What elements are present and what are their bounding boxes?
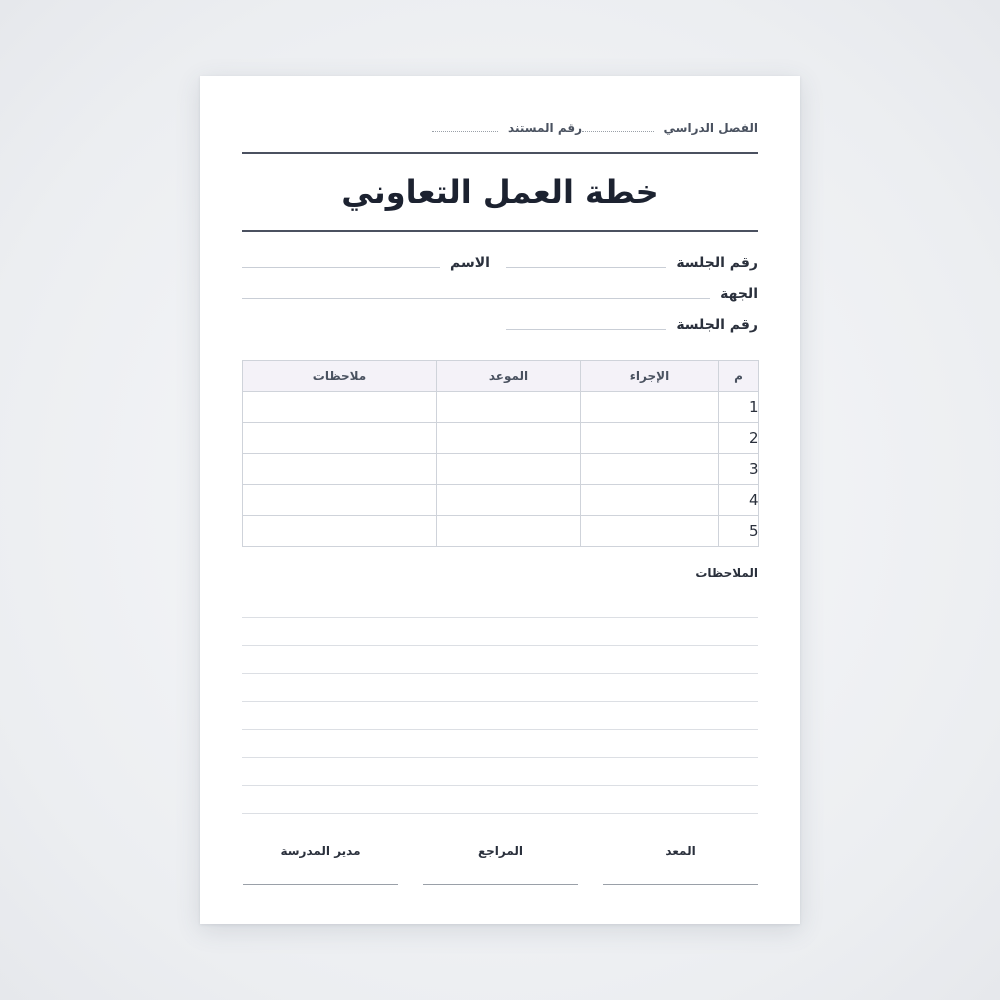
- action-cell[interactable]: [581, 485, 719, 516]
- principal-signature-line[interactable]: [243, 884, 398, 885]
- doc-number-field: [432, 121, 582, 135]
- doc-number-dotted-line[interactable]: [432, 121, 498, 132]
- note-line[interactable]: [242, 729, 758, 730]
- note-line[interactable]: [242, 785, 758, 786]
- meta-row: [242, 121, 758, 139]
- name-field: [242, 255, 490, 271]
- entity-line[interactable]: [242, 297, 710, 299]
- note-line[interactable]: [242, 813, 758, 814]
- semester-dotted-line[interactable]: [582, 121, 654, 132]
- row-index: 5: [719, 516, 759, 547]
- date-cell[interactable]: [437, 423, 581, 454]
- session-number-line-2[interactable]: [506, 328, 666, 330]
- header-index: م: [719, 361, 759, 392]
- principal-signature-label: مدير المدرسة: [280, 844, 361, 858]
- session-number-line[interactable]: [506, 266, 666, 268]
- action-cell[interactable]: [581, 423, 719, 454]
- date-cell[interactable]: [437, 454, 581, 485]
- note-line[interactable]: [242, 673, 758, 674]
- date-cell[interactable]: [437, 516, 581, 547]
- row-index: 1: [719, 392, 759, 423]
- header-date: الموعد: [437, 361, 581, 392]
- entity-field: [242, 286, 758, 302]
- date-cell[interactable]: [437, 392, 581, 423]
- note-line[interactable]: [242, 757, 758, 758]
- session-number-label: رقم الجلسة: [676, 255, 758, 271]
- header-notes: ملاحظات: [243, 361, 437, 392]
- page-title: خطة العمل التعاوني: [341, 173, 659, 211]
- note-line[interactable]: [242, 701, 758, 702]
- preparer-signature-label: المعد: [665, 844, 696, 858]
- date-cell[interactable]: [437, 485, 581, 516]
- semester-label: الفصل الدراسي: [663, 121, 758, 135]
- notes-section-label: الملاحظات: [695, 566, 758, 580]
- session-number-label-2: رقم الجلسة: [676, 317, 758, 333]
- table-row: [243, 516, 759, 547]
- name-label: الاسم: [450, 255, 490, 271]
- row-index: 3: [719, 454, 759, 485]
- reviewer-signature-label: المراجع: [477, 844, 524, 858]
- row-index: 4: [719, 485, 759, 516]
- preparer-signature-line[interactable]: [603, 884, 758, 885]
- table-row: [243, 392, 759, 423]
- note-line[interactable]: [242, 645, 758, 646]
- note-line[interactable]: [242, 617, 758, 618]
- notes-cell[interactable]: [243, 392, 437, 423]
- action-cell[interactable]: [581, 454, 719, 485]
- title-bottom-rule: [242, 230, 758, 232]
- entity-label: الجهة: [720, 286, 758, 302]
- document-content: [242, 76, 758, 924]
- doc-number-label: رقم المستند: [508, 121, 582, 135]
- notes-cell[interactable]: [243, 516, 437, 547]
- table-header-row: [243, 361, 759, 392]
- table-row: [243, 454, 759, 485]
- header-action: الإجراء: [581, 361, 719, 392]
- document-sheet: [200, 76, 800, 924]
- name-line[interactable]: [242, 266, 440, 268]
- action-cell[interactable]: [581, 516, 719, 547]
- semester-field: [582, 121, 758, 135]
- notes-cell[interactable]: [243, 423, 437, 454]
- plan-table: [242, 360, 759, 547]
- table-row: [243, 423, 759, 454]
- notes-cell[interactable]: [243, 454, 437, 485]
- reviewer-signature-line[interactable]: [423, 884, 578, 885]
- notes-cell[interactable]: [243, 485, 437, 516]
- session-number-field: [506, 255, 758, 271]
- title-top-rule: [242, 152, 758, 154]
- session-number-field-2: [506, 317, 758, 333]
- table-row: [243, 485, 759, 516]
- row-index: 2: [719, 423, 759, 454]
- action-cell[interactable]: [581, 392, 719, 423]
